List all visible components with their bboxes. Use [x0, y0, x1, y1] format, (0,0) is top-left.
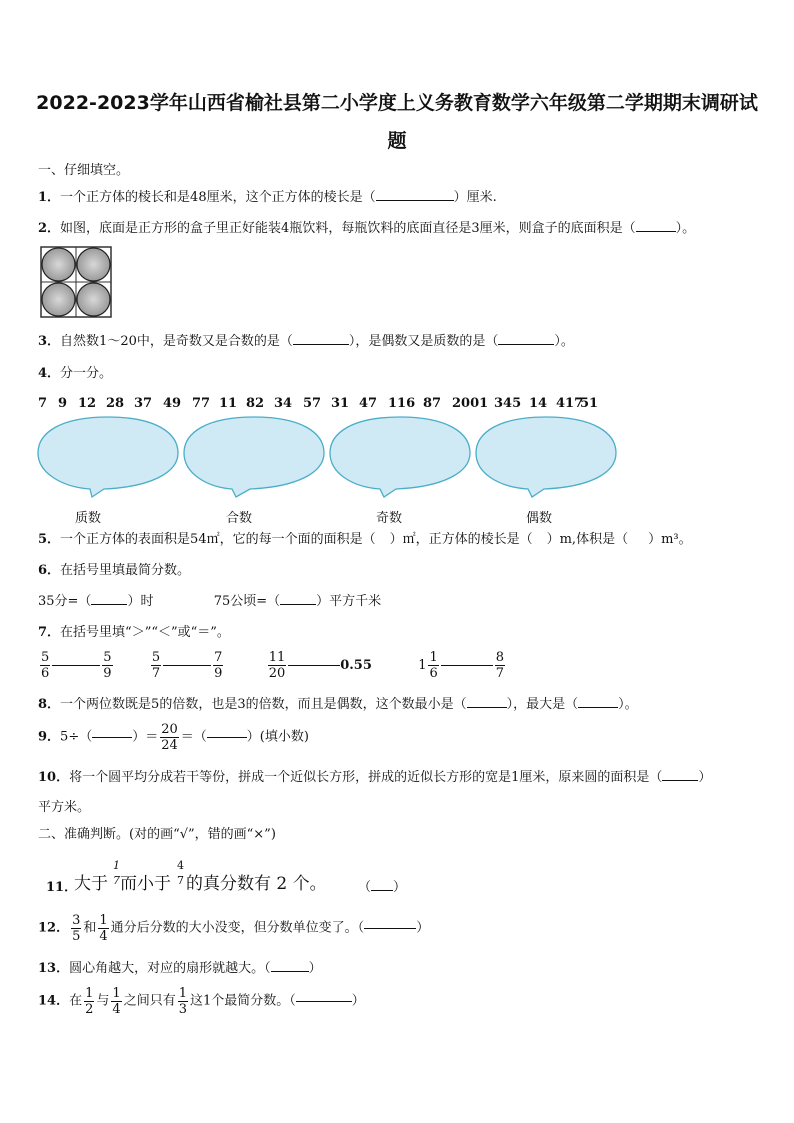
page-title-cont: 题 — [387, 130, 407, 152]
compare-blank[interactable] — [163, 665, 211, 666]
fraction: $\frac{1}{4}$ — [99, 913, 108, 944]
answer-blank[interactable] — [207, 737, 247, 738]
number-item: 49 — [163, 396, 182, 411]
label-composite: 合数 — [226, 511, 253, 526]
number-item: 345 — [494, 396, 522, 411]
question-4: 4．分一分。 — [38, 366, 113, 381]
compare-blank[interactable] — [288, 665, 340, 666]
number-item: 34 — [274, 396, 293, 411]
number-item: 14 — [529, 396, 548, 411]
number-item: 116 — [388, 396, 416, 411]
number-item: 77 — [192, 396, 211, 411]
question-7-items: $\frac{5}{6}$ $\frac{5}{9}$ $\frac{5}{7}$ $\frac{7}{9}$ $\frac{11}{20}$ 0.55 1 $\frac{1}{6}$ $\frac{8}{7}$ — [41, 650, 505, 681]
fraction: $\frac{20}{24}$ — [161, 722, 178, 753]
question-6-items: 35分=（ ）时 75公顷=（ ）平方千米 — [38, 594, 382, 609]
fraction: $\frac{1}{3}$ — [178, 986, 187, 1017]
fraction: $\frac{1}{6}$ — [429, 650, 438, 681]
bubble-odd[interactable] — [330, 417, 470, 497]
fraction: $\frac{5}{7}$ — [151, 650, 161, 681]
question-13: 13．圆心角越大，对应的扇形就越大。（ ） — [38, 961, 322, 976]
bottle-circle — [77, 248, 110, 281]
number-item: 7 — [38, 396, 48, 411]
section2-heading: 二、准确判断。(对的画“√”，错的画“×”) — [38, 827, 276, 842]
bubble-composite[interactable] — [184, 417, 324, 497]
bubble-even[interactable] — [476, 417, 616, 497]
number-item: 12 — [78, 396, 97, 411]
fraction: $\frac{1}{2}$ — [85, 986, 94, 1017]
bottle-circle — [42, 248, 75, 281]
number-item: 37 — [134, 396, 153, 411]
label-odd: 奇数 — [376, 511, 403, 526]
fraction: $\frac{5}{9}$ — [103, 650, 112, 681]
question-10: 10．将一个圆平均分成若干等份，拼成一个近似长方形，拼成的近似长方形的宽是1厘米，原来圆的面积是（ ） — [38, 770, 712, 785]
number-item: 11 — [219, 396, 238, 411]
fraction: $\frac{11}{20}$ — [268, 650, 286, 681]
fraction: $\frac{5}{6}$ — [41, 650, 50, 681]
question-8: 8．一个两位数既是5的倍数，也是3的倍数，而且是偶数，这个数最小是（ ），最大是（ ）。 — [38, 697, 638, 712]
bottle-circle — [77, 283, 110, 316]
question-12: 12． $\frac{3}{5}$ 和 $\frac{1}{4}$ 通分后分数的大小没变，但分数单位变了。（ ） — [38, 913, 430, 944]
number-item: 47 — [359, 396, 378, 411]
label-even: 偶数 — [526, 511, 553, 526]
answer-blank[interactable] — [91, 604, 127, 605]
question-14: 14．在 $\frac{1}{2}$ 与 $\frac{1}{4}$ 之间只有 $\frac{1}{3}$ 这1个最简分数。（ ） — [38, 986, 365, 1017]
bubble-prime[interactable] — [38, 417, 178, 497]
fraction: $\frac{7}{9}$ — [214, 650, 223, 681]
number-item: 31 — [331, 396, 350, 411]
compare-blank[interactable] — [441, 665, 493, 666]
answer-blank[interactable] — [636, 231, 676, 232]
box-with-four-bottles-figure — [40, 246, 112, 318]
label-prime: 质数 — [75, 511, 102, 526]
section1-heading: 一、仔细填空。 — [38, 163, 130, 178]
question-5: 5．一个正方体的表面积是54㎡，它的每一个面的面积是（ ）㎡，正方体的棱长是（ ）m,体积是（ ）m³。 — [38, 532, 692, 547]
answer-blank[interactable] — [578, 707, 618, 708]
number-item: 2001 — [452, 396, 489, 411]
exam-page: 2022-2023学年山西省榆社县第二小学度上义务教育数学六年级第二学期期末调研试 题 一、仔细填空。 1．一个正方体的棱长和是48厘米，这个正方体的棱长是（ ）厘米. 2．如图，底面是正方形的盒子里正好能装4瓶饮料，每瓶饮料的底面直径是3厘米，则盒子的底面积是（ ）。 3．自然数1～20中，是奇数又是合数的是（ ），是偶数又是质数的是（ ）。 4．分一分。 7 9 12 28 37 49 77 11 82 34 57 31 47 116 87 2001 345 14 417 51 质数 合数 奇数 偶数 5．一个正方体的表面积是54㎡，它的每一个面的面积是（ ）㎡，正方体的棱长是（ ）m,体积是（ ）m³。 6．在括号里填最简分数。 35分=（ ）时 75公顷=（ ）平方千米 7．在括号里填“＞”“＜”或“＝”。 $\frac{5}{6}$ $\frac{5}{9}$ $\frac{5}{7}$ $\frac{7}{9}$ $\frac{11}{20}$ 0.55 1 $\frac{1}{6}$ $\frac{8}{7}$ 8．一个两位数既是5的倍数，也是3的倍数，而且是偶数，这个数最小是（ ），最大是（ ）。 9．5÷（ ）＝ $\frac{20}{24}$ ＝（ ）(填小数) 10．将一个圆平均分成若干等份，拼成一个近似长方形，拼成的近似长方形的宽是1厘米，原来圆的面积是（ ） 平方米。 二、准确判断。(对的画“√”，错的画“×”) 11． 大于 1 7 而小于 4 7 的真分数有 2 个。 （ ） 12． $\frac{3}{5}$ 和 $\frac{1}{4}$ 通分后分数的大小没变，但分数单位变了。（ ） 13．圆心角越大，对应的扇形就越大。（ ） 14．在 $\frac{1}{2}$ 与 $\frac{1}{4}$ 之间只有 $\frac{1}{3}$ 这1个最简分数。（ ） — [0, 0, 794, 1123]
judge-blank[interactable] — [364, 928, 416, 929]
answer-blank[interactable] — [376, 200, 454, 201]
fraction: $\frac{1}{4}$ — [112, 986, 121, 1017]
number-item: 57 — [303, 396, 322, 411]
question-7: 7．在括号里填“＞”“＜”或“＝”。 — [38, 625, 230, 640]
fraction: $\frac{3}{5}$ — [72, 913, 81, 944]
fraction: 1 7 — [113, 859, 120, 887]
judge-blank[interactable] — [296, 1001, 352, 1002]
answer-blank[interactable] — [280, 604, 316, 605]
answer-blank[interactable] — [467, 707, 507, 708]
question-9: 9．5÷（ ）＝ $\frac{20}{24}$ ＝（ ）(填小数) — [38, 722, 309, 753]
number-item: 417 — [556, 396, 584, 411]
judge-blank[interactable] — [371, 890, 393, 891]
number-item: 51 — [580, 396, 599, 411]
number-item: 28 — [106, 396, 125, 411]
number-item: 87 — [423, 396, 442, 411]
judge-blank[interactable] — [271, 971, 309, 972]
answer-blank[interactable] — [293, 344, 349, 345]
fraction: 4 7 — [177, 859, 184, 887]
fraction: $\frac{8}{7}$ — [495, 650, 505, 681]
answer-blank[interactable] — [662, 780, 698, 781]
answer-blank[interactable] — [92, 737, 132, 738]
number-item: 82 — [246, 396, 265, 411]
question-10-cont: 平方米。 — [38, 800, 91, 815]
answer-blank[interactable] — [498, 344, 554, 345]
question-6: 6．在括号里填最简分数。 — [38, 563, 191, 578]
question-1: 1．一个正方体的棱长和是48厘米，这个正方体的棱长是（ ）厘米. — [38, 190, 497, 205]
question-2: 2．如图，底面是正方形的盒子里正好能装4瓶饮料，每瓶饮料的底面直径是3厘米，则盒子的底面积是（ ）。 — [38, 221, 696, 236]
question-3: 3．自然数1～20中，是奇数又是合数的是（ ），是偶数又是质数的是（ ）。 — [38, 334, 574, 349]
bottle-circle — [42, 283, 75, 316]
page-title: 2022-2023学年山西省榆社县第二小学度上义务教育数学六年级第二学期期末调研试 — [36, 92, 758, 114]
number-item: 9 — [58, 396, 68, 411]
compare-blank[interactable] — [52, 665, 100, 666]
